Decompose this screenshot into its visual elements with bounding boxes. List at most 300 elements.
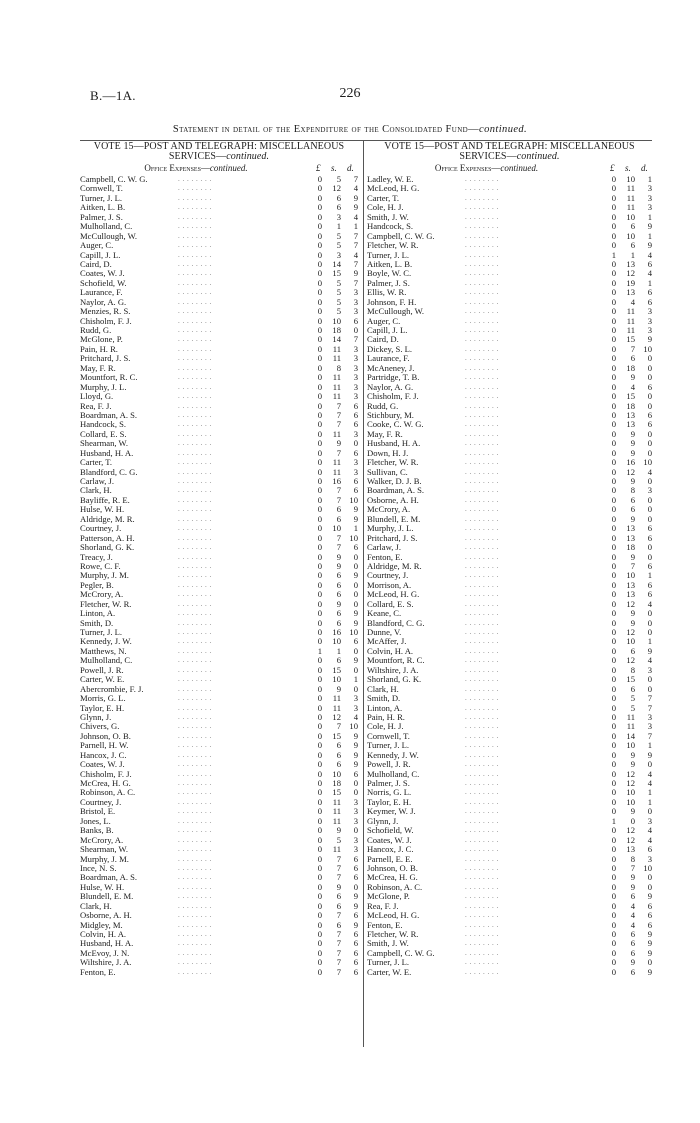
- amount-pence: 6: [353, 400, 358, 411]
- amount-pounds: 0: [317, 966, 322, 977]
- amount-pounds: 0: [611, 693, 616, 704]
- ledger-row: [367, 184, 652, 193]
- leader-dots: . . . . . . . .: [465, 486, 499, 495]
- leader-dots: . . . . . . . .: [178, 769, 212, 778]
- amount-pounds: 0: [611, 740, 616, 751]
- amount-pounds: 0: [611, 806, 616, 817]
- leader-dots: . . . . . . . .: [178, 307, 212, 316]
- payee-name: Parnell, E. E.: [367, 853, 413, 864]
- leader-dots: . . . . . . . .: [178, 410, 212, 419]
- ledger-row: [367, 420, 652, 429]
- amount-pence: 9: [353, 513, 358, 524]
- amount-pounds: 0: [317, 844, 322, 855]
- leader-dots: . . . . . . . .: [465, 241, 499, 250]
- amount-pounds: 0: [611, 617, 616, 628]
- amount-pounds: 0: [317, 655, 322, 666]
- amount-pence: 1: [647, 740, 652, 751]
- leader-dots: . . . . . . . .: [465, 552, 499, 561]
- amount-pence: 3: [353, 806, 358, 817]
- payee-name: Cole, H. J.: [367, 202, 404, 213]
- amount-pence: 6: [647, 258, 652, 269]
- leader-dots: . . . . . . . .: [178, 590, 212, 599]
- amount-shillings: 9: [630, 476, 635, 486]
- amount-pence: 9: [353, 504, 358, 515]
- payee-name: Banks, B.: [80, 825, 114, 836]
- amount-pence: 3: [353, 287, 358, 298]
- amount-pence: 9: [647, 891, 652, 902]
- amount-shillings: 7: [336, 929, 341, 939]
- payee-name: Pain, H. R.: [80, 343, 118, 354]
- leader-dots: . . . . . . . .: [178, 684, 212, 693]
- amount-shillings: 7: [336, 721, 341, 732]
- leader-dots: . . . . . . . .: [465, 326, 499, 334]
- payee-name: Chisholm, F. J.: [367, 391, 419, 402]
- payee-name: Blandford, C. G.: [80, 466, 138, 477]
- payee-name: Keymer, W. J.: [367, 806, 416, 817]
- amount-shillings: 4: [630, 910, 635, 921]
- payee-name: Auger, C.: [367, 315, 401, 326]
- amount-pounds: 0: [611, 560, 616, 571]
- entries-list: [367, 175, 652, 977]
- leader-dots: . . . . . . . .: [178, 222, 212, 231]
- leader-dots: . . . . . . . .: [178, 420, 212, 429]
- amount-pence: 9: [353, 570, 358, 581]
- amount-pence: 0: [647, 872, 652, 883]
- ledger-row: [80, 515, 358, 524]
- amount-shillings: 11: [332, 702, 341, 713]
- amount-shillings: 9: [336, 438, 341, 449]
- amount-shillings: 10: [626, 740, 635, 751]
- amount-shillings: 4: [630, 919, 635, 930]
- leader-dots: . . . . . . . .: [465, 628, 499, 636]
- leader-dots: . . . . . . . .: [178, 930, 212, 938]
- payee-name: McGlone, P.: [367, 891, 410, 902]
- amount-pounds: 0: [317, 947, 322, 958]
- subheading: Office Expenses—continued.: [144, 163, 248, 173]
- leader-dots: . . . . . . . .: [178, 335, 212, 344]
- amount-pence: 4: [647, 768, 652, 779]
- amount-pence: 10: [643, 862, 652, 873]
- amount-shillings: 13: [626, 579, 635, 590]
- money-column-headers: [314, 163, 358, 174]
- amount-pence: 9: [353, 192, 358, 203]
- amount-pence: 3: [353, 353, 358, 364]
- amount-pence: 3: [647, 664, 652, 675]
- amount-shillings: 11: [332, 428, 341, 439]
- payee-name: Schofield, W.: [367, 825, 414, 836]
- leader-dots: . . . . . . . .: [178, 175, 212, 183]
- ledger-row: [367, 911, 652, 920]
- ledger-row: [80, 354, 358, 363]
- ledger-row: [367, 704, 652, 713]
- amount-pence: 6: [353, 947, 358, 958]
- payee-name: Courtney, J.: [80, 523, 122, 534]
- amount-pounds: 0: [317, 287, 322, 298]
- amount-pence: 4: [647, 778, 652, 788]
- leader-dots: . . . . . . . .: [465, 892, 499, 901]
- amount-shillings: 9: [336, 560, 341, 571]
- amount-pounds: 0: [611, 664, 616, 675]
- amount-pence: 0: [353, 778, 358, 788]
- payee-name: Bayliffe, R. E.: [80, 494, 130, 505]
- leader-dots: . . . . . . . .: [178, 920, 212, 929]
- amount-pence: 7: [353, 230, 358, 241]
- amount-shillings: 6: [336, 589, 341, 600]
- leader-dots: . . . . . . . .: [465, 175, 499, 183]
- amount-pounds: 0: [611, 598, 616, 609]
- amount-pence: 9: [647, 929, 652, 939]
- amount-shillings: 3: [336, 211, 341, 222]
- amount-pounds: 0: [317, 325, 322, 335]
- leader-dots: . . . . . . . .: [465, 392, 499, 401]
- amount-shillings: 15: [332, 664, 341, 675]
- amount-pounds: 1: [317, 645, 322, 656]
- amount-pence: 3: [353, 815, 358, 826]
- payee-name: Morris, G. L.: [80, 693, 126, 704]
- amount-pounds: 0: [317, 457, 322, 468]
- amount-pounds: 0: [317, 542, 322, 553]
- amount-pounds: 0: [611, 749, 616, 760]
- amount-pence: 3: [353, 306, 358, 317]
- amount-shillings: 10: [626, 796, 635, 807]
- ledger-row: [80, 543, 358, 552]
- payee-name: May, F. R.: [367, 428, 403, 439]
- payee-name: Rea, F. J.: [80, 400, 112, 411]
- leader-dots: . . . . . . . .: [465, 760, 499, 769]
- leader-dots: . . . . . . . .: [178, 552, 212, 561]
- amount-pounds: 0: [317, 674, 322, 685]
- amount-pounds: 0: [611, 655, 616, 666]
- amount-shillings: 13: [626, 589, 635, 600]
- vote-title-line1: VOTE 15—POST AND TELEGRAPH: MISCELLANEOUS: [93, 141, 345, 152]
- leader-dots: . . . . . . . .: [178, 882, 212, 891]
- amount-pence: 1: [353, 221, 358, 232]
- amount-pence: 6: [353, 768, 358, 779]
- amount-pounds: 0: [317, 957, 322, 968]
- payee-name: Rudd, G.: [80, 325, 112, 335]
- amount-shillings: 12: [626, 825, 635, 836]
- amount-pence: 9: [647, 334, 652, 345]
- amount-pounds: 0: [611, 287, 616, 298]
- payee-name: Caird, D.: [80, 258, 112, 269]
- amount-shillings: 6: [336, 919, 341, 930]
- amount-shillings: 16: [332, 627, 341, 637]
- amount-pounds: 0: [317, 683, 322, 694]
- amount-pence: 0: [353, 683, 358, 694]
- payee-name: Boardman, A. S.: [80, 872, 138, 883]
- amount-pence: 0: [353, 787, 358, 798]
- amount-shillings: 10: [626, 570, 635, 581]
- leader-dots: . . . . . . . .: [465, 448, 499, 457]
- amount-pence: 6: [353, 862, 358, 873]
- payee-name: Hancox, J. C.: [80, 749, 127, 760]
- amount-pounds: 0: [611, 485, 616, 496]
- payee-name: Palmer, J. S.: [367, 778, 410, 788]
- amount-pounds: 0: [611, 636, 616, 647]
- amount-pounds: 0: [317, 589, 322, 600]
- amount-shillings: 10: [332, 315, 341, 326]
- amount-shillings: 9: [630, 881, 635, 892]
- ledger-row: [367, 279, 652, 288]
- amount-pence: 9: [353, 202, 358, 213]
- amount-pence: 0: [647, 391, 652, 402]
- amount-shillings: 15: [332, 787, 341, 798]
- amount-pounds: 0: [611, 221, 616, 232]
- amount-pence: 9: [647, 938, 652, 949]
- pence-header: d.: [641, 163, 648, 173]
- leader-dots: . . . . . . . .: [465, 439, 499, 448]
- payee-name: Down, H. J.: [367, 447, 409, 458]
- leader-dots: . . . . . . . .: [465, 278, 499, 287]
- leader-dots: . . . . . . . .: [465, 505, 499, 514]
- amount-shillings: 6: [630, 929, 635, 939]
- amount-pounds: 0: [317, 560, 322, 571]
- amount-shillings: 7: [630, 560, 635, 571]
- leader-dots: . . . . . . . .: [178, 344, 212, 353]
- amount-shillings: 7: [336, 957, 341, 968]
- amount-pence: 6: [353, 966, 358, 977]
- payee-name: McLeod, H. G.: [367, 183, 420, 194]
- amount-pounds: 0: [317, 570, 322, 581]
- leader-dots: . . . . . . . .: [465, 599, 499, 608]
- payee-name: Shorland, G. K.: [367, 674, 422, 685]
- amount-shillings: 7: [336, 938, 341, 949]
- amount-pence: 6: [353, 872, 358, 883]
- page-number: 226: [339, 86, 361, 101]
- amount-pence: 0: [647, 806, 652, 817]
- payee-name: Lloyd, G.: [80, 391, 114, 402]
- payee-name: Turner, J. L.: [367, 740, 410, 751]
- leader-dots: . . . . . . . .: [178, 712, 212, 721]
- amount-shillings: 5: [336, 287, 341, 298]
- amount-shillings: 19: [626, 277, 635, 288]
- leader-dots: . . . . . . . .: [465, 948, 499, 957]
- leader-dots: . . . . . . . .: [178, 250, 212, 259]
- amount-pence: 1: [647, 230, 652, 241]
- leader-dots: . . . . . . . .: [178, 665, 212, 674]
- amount-pence: 0: [353, 579, 358, 590]
- leader-dots: . . . . . . . .: [178, 354, 212, 363]
- amount-pence: 3: [353, 702, 358, 713]
- payee-name: Wiltshire, J. A.: [367, 664, 419, 675]
- amount-shillings: 9: [630, 806, 635, 817]
- amount-pence: 6: [353, 853, 358, 864]
- amount-shillings: 0: [630, 815, 635, 826]
- amount-pence: 0: [647, 617, 652, 628]
- amount-shillings: 13: [626, 258, 635, 269]
- amount-shillings: 15: [626, 391, 635, 402]
- amount-shillings: 15: [626, 334, 635, 345]
- amount-pounds: 0: [611, 174, 616, 184]
- amount-pounds: 0: [317, 815, 322, 826]
- ledger-row: [80, 468, 358, 477]
- amount-shillings: 7: [336, 862, 341, 873]
- leader-dots: . . . . . . . .: [178, 760, 212, 769]
- payee-name: Rea, F. J.: [367, 900, 399, 911]
- payee-name: Chisholm, F. J.: [80, 315, 132, 326]
- amount-shillings: 9: [630, 608, 635, 619]
- leader-dots: . . . . . . . .: [178, 694, 212, 703]
- amount-pounds: 0: [317, 702, 322, 713]
- leader-dots: . . . . . . . .: [465, 514, 499, 523]
- payee-name: Aitken, L. B.: [367, 258, 413, 269]
- ledger-row: [80, 892, 358, 901]
- amount-shillings: 9: [336, 825, 341, 836]
- amount-pounds: 0: [611, 919, 616, 930]
- shillings-header: s.: [331, 163, 337, 173]
- leader-dots: . . . . . . . .: [178, 637, 212, 646]
- amount-pounds: 0: [317, 910, 322, 921]
- amount-pence: 0: [353, 551, 358, 562]
- amount-pence: 4: [353, 711, 358, 722]
- leader-dots: . . . . . . . .: [178, 543, 212, 552]
- leader-dots: . . . . . . . .: [465, 307, 499, 316]
- payee-name: Husband, H. A.: [80, 447, 134, 458]
- payee-name: Campbell, C. W. G.: [367, 947, 435, 958]
- payee-name: McAffer, J.: [367, 636, 407, 647]
- amount-pence: 0: [353, 664, 358, 675]
- amount-pounds: 0: [611, 891, 616, 902]
- amount-pence: 4: [647, 655, 652, 666]
- amount-pounds: 0: [611, 853, 616, 864]
- leader-dots: . . . . . . . .: [465, 401, 499, 410]
- payee-name: Johnson, F. H.: [367, 296, 417, 307]
- leader-dots: . . . . . . . .: [178, 845, 212, 854]
- leader-dots: . . . . . . . .: [178, 467, 212, 476]
- amount-shillings: 13: [626, 287, 635, 298]
- amount-pence: 9: [647, 221, 652, 232]
- payee-name: Carlaw, J.: [80, 476, 115, 486]
- amount-pence: 0: [353, 645, 358, 656]
- amount-pence: 6: [647, 589, 652, 600]
- leader-dots: . . . . . . . .: [465, 543, 499, 552]
- amount-pounds: 0: [611, 202, 616, 213]
- leader-dots: . . . . . . . .: [465, 807, 499, 816]
- amount-pence: 3: [353, 844, 358, 855]
- amount-pence: 0: [647, 674, 652, 685]
- subheading-row: [80, 163, 358, 174]
- amount-shillings: 12: [626, 655, 635, 666]
- amount-pence: 6: [647, 419, 652, 430]
- amount-pence: 9: [353, 730, 358, 741]
- ledger-row: [80, 713, 358, 722]
- ledger-row: [367, 392, 652, 401]
- payee-name: Carter, T.: [367, 192, 400, 203]
- amount-shillings: 16: [332, 476, 341, 486]
- leader-dots: . . . . . . . .: [465, 873, 499, 882]
- amount-shillings: 10: [332, 768, 341, 779]
- leader-dots: . . . . . . . .: [178, 269, 212, 278]
- amount-pounds: 0: [611, 419, 616, 430]
- amount-pence: 1: [647, 570, 652, 581]
- amount-pence: 1: [647, 796, 652, 807]
- leader-dots: . . . . . . . .: [465, 609, 499, 618]
- leader-dots: . . . . . . . .: [178, 731, 212, 740]
- payee-name: McGlone, P.: [80, 334, 123, 345]
- amount-shillings: 10: [626, 174, 635, 184]
- amount-pounds: 0: [611, 457, 616, 468]
- payee-name: Chivers, G.: [80, 721, 120, 732]
- entries-list: [80, 175, 358, 977]
- amount-pounds: 0: [317, 919, 322, 930]
- amount-pounds: 0: [317, 532, 322, 543]
- amount-pounds: 0: [317, 249, 322, 260]
- leader-dots: . . . . . . . .: [465, 429, 499, 438]
- leader-dots: . . . . . . . .: [178, 203, 212, 212]
- amount-shillings: 6: [336, 513, 341, 524]
- amount-pence: 0: [353, 598, 358, 609]
- amount-pounds: 0: [611, 192, 616, 203]
- payee-name: Aldridge, M. R.: [80, 513, 135, 524]
- payee-name: Dickey, S. L.: [367, 343, 413, 354]
- ledger-row: [80, 609, 358, 618]
- amount-pence: 7: [353, 174, 358, 184]
- leader-dots: . . . . . . . .: [178, 241, 212, 250]
- ledger-row: [80, 392, 358, 401]
- ledger-row: [80, 232, 358, 241]
- amount-pounds: 0: [611, 476, 616, 486]
- leader-dots: . . . . . . . .: [465, 184, 499, 193]
- leader-dots: . . . . . . . .: [465, 911, 499, 920]
- amount-shillings: 9: [630, 372, 635, 383]
- payee-name: Fenton, E.: [367, 551, 403, 562]
- pounds-header: £: [316, 163, 321, 173]
- amount-shillings: 7: [336, 409, 341, 420]
- leader-dots: . . . . . . . .: [465, 958, 499, 967]
- amount-pence: 6: [353, 542, 358, 553]
- amount-shillings: 10: [332, 523, 341, 534]
- amount-pounds: 0: [611, 957, 616, 968]
- amount-shillings: 12: [626, 834, 635, 845]
- payee-name: Walker, D. J. B.: [367, 476, 422, 486]
- amount-shillings: 13: [626, 532, 635, 543]
- leader-dots: . . . . . . . .: [465, 712, 499, 721]
- leader-dots: . . . . . . . .: [465, 354, 499, 363]
- payee-name: McCrory, A.: [80, 589, 124, 600]
- payee-name: Fletcher, W. R.: [367, 929, 419, 939]
- amount-pence: 3: [647, 325, 652, 335]
- payee-name: Glynn, J.: [367, 815, 399, 826]
- payee-name: Norris, G. L.: [367, 787, 412, 798]
- amount-pounds: 0: [317, 353, 322, 364]
- payee-name: McCullough, W.: [367, 306, 425, 317]
- amount-pounds: 0: [317, 240, 322, 251]
- payee-name: Abercrombie, F. J.: [80, 683, 144, 694]
- amount-pounds: 0: [317, 513, 322, 524]
- amount-pence: 0: [647, 551, 652, 562]
- amount-pounds: 0: [317, 221, 322, 232]
- payee-name: Pain, H. R.: [367, 711, 405, 722]
- payee-name: Clark, H.: [80, 485, 112, 496]
- amount-shillings: 18: [626, 400, 635, 411]
- payee-name: Handcock, S.: [80, 419, 127, 430]
- ledger-row: [367, 968, 652, 977]
- amount-shillings: 13: [626, 419, 635, 430]
- ledger-row: [80, 553, 358, 562]
- leader-dots: . . . . . . . .: [465, 920, 499, 929]
- amount-pence: 10: [349, 721, 358, 732]
- amount-pence: 0: [647, 608, 652, 619]
- payee-name: Shearman, W.: [80, 438, 128, 449]
- amount-shillings: 11: [626, 325, 635, 335]
- payee-name: Murphy, J. L.: [80, 381, 127, 392]
- amount-pence: 7: [353, 277, 358, 288]
- payee-name: Campbell, C. W. G.: [367, 230, 435, 241]
- leader-dots: . . . . . . . .: [465, 495, 499, 504]
- amount-shillings: 6: [336, 202, 341, 213]
- leader-dots: . . . . . . . .: [465, 741, 499, 750]
- leader-dots: . . . . . . . .: [178, 326, 212, 334]
